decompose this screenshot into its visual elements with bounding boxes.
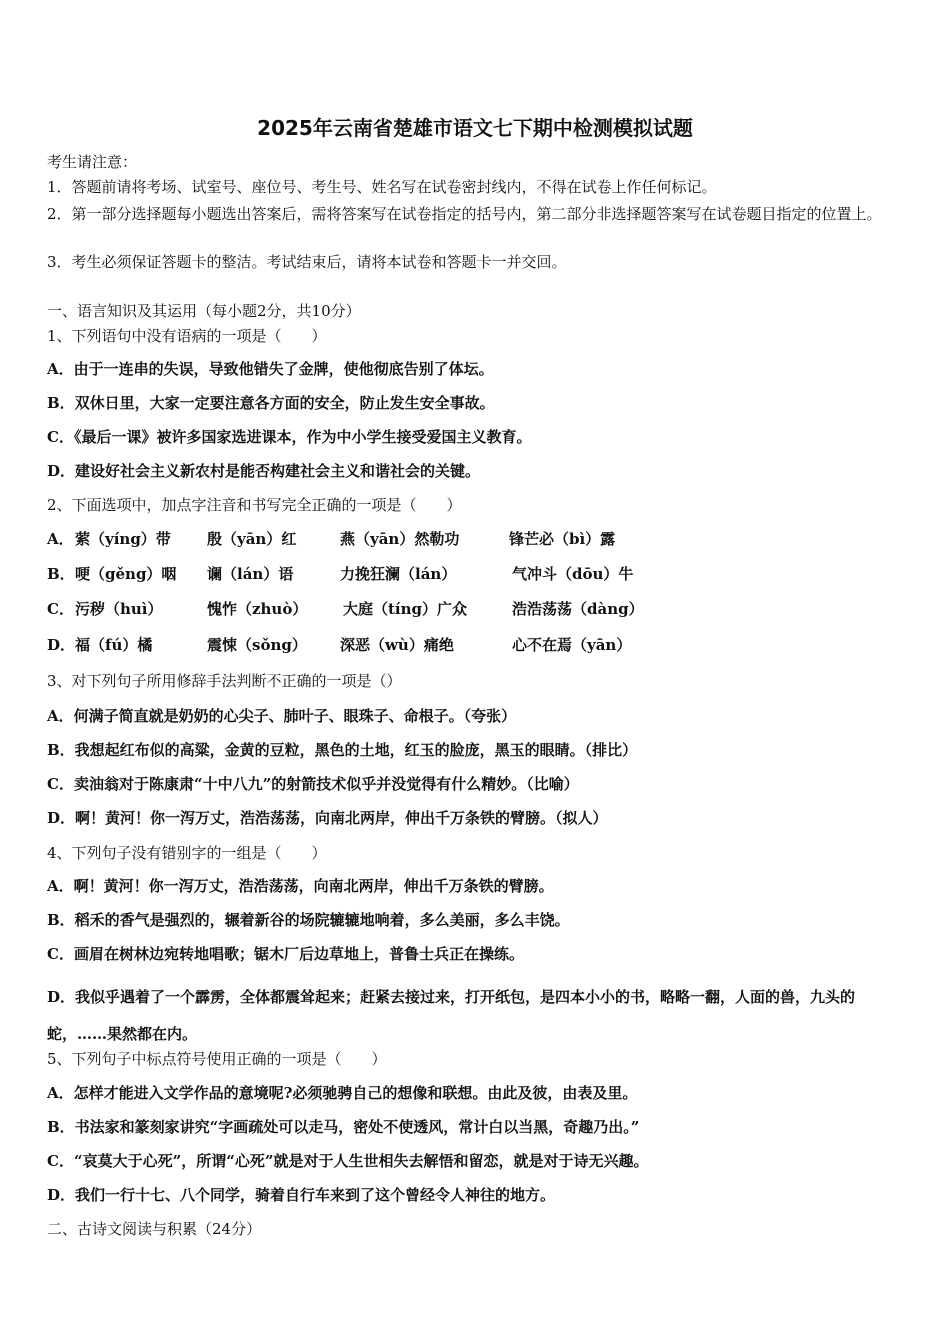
q3-option-b: B．我想起红布似的高粱，金黄的豆粒，黑色的土地，红玉的脸庞，黑玉的眼睛。（排比） bbox=[47, 741, 638, 759]
q2-row-label: C． bbox=[47, 600, 74, 618]
q2-cell: 锋芒必（bì）露 bbox=[509, 530, 616, 548]
q2-cell: 殷（yān）红 bbox=[207, 530, 297, 548]
q5-option-c: C．“哀莫大于心死”，所谓“心死”就是对于人生世相失去解悟和留恋，就是对于诗无兴趣。 bbox=[47, 1152, 649, 1170]
section-2-heading: 二、古诗文阅读与积累（24分） bbox=[47, 1220, 262, 1238]
q2-row-label: B． bbox=[47, 565, 75, 583]
q2-cell: 污秽（huì） bbox=[75, 600, 163, 618]
notice-item-3: 3．考生必须保证答题卡的整洁。考试结束后，请将本试卷和答题卡一并交回。 bbox=[47, 253, 567, 271]
q2-cell: 心不在焉（yān） bbox=[512, 636, 632, 654]
q5-option-b: B．书法家和篆刻家讲究“字画疏处可以走马，密处不使透风，常计白以当黑，奇趣乃出。” bbox=[47, 1118, 640, 1136]
q2-cell: 力挽狂澜（lán） bbox=[340, 565, 457, 583]
q2-stem: 2、下面选项中，加点字注音和书写完全正确的一项是（ ） bbox=[47, 496, 462, 514]
page-title: 2025年云南省楚雄市语文七下期中检测模拟试题 bbox=[257, 116, 693, 140]
q3-option-d: D．啊！黄河！你一泻万丈，浩浩荡荡，向南北两岸，伸出千万条铁的臂膀。（拟人） bbox=[47, 809, 608, 827]
q5-option-a: A．怎样才能进入文学作品的意境呢?必须驰骋自己的想像和联想。由此及彼，由表及里。 bbox=[47, 1084, 638, 1102]
q1-stem: 1、下列语句中没有语病的一项是（ ） bbox=[47, 327, 327, 345]
q2-cell: 萦（yíng）带 bbox=[75, 530, 171, 548]
q4-option-b: B．稻禾的香气是强烈的，辗着新谷的场院辘辘地响着，多么美丽，多么丰饶。 bbox=[47, 911, 570, 929]
q2-cell: 深恶（wù）痛绝 bbox=[340, 636, 454, 654]
q2-cell: 燕（yān）然勒功 bbox=[340, 530, 460, 548]
q2-cell: 谰（lán）语 bbox=[207, 565, 294, 583]
q2-cell: 浩浩荡荡（dàng） bbox=[512, 600, 644, 618]
q2-row-label: A． bbox=[47, 530, 74, 548]
notice-item-2: 2．第一部分选择题每小题选出答案后，需将答案写在试卷指定的括号内，第二部分非选择题答案写在试卷题目指定的位置上。 bbox=[47, 205, 882, 223]
q1-option-c: C．《最后一课》被许多国家选进课本，作为中小学生接受爱国主义教育。 bbox=[47, 428, 532, 446]
q2-cell: 哽（gěng）咽 bbox=[75, 565, 177, 583]
q5-stem: 5、下列句子中标点符号使用正确的一项是（ ） bbox=[47, 1050, 387, 1068]
q4-stem: 4、下列句子没有错别字的一组是（ ） bbox=[47, 844, 327, 862]
q2-cell: 福（fú）橘 bbox=[75, 636, 153, 654]
notice-item-1: 1．答题前请将考场、试室号、座位号、考生号、姓名写在试卷密封线内，不得在试卷上作任何标记。 bbox=[47, 178, 717, 196]
q4-option-d: D．我似乎遇着了一个霹雳，全体都震耸起来；赶紧去接过来，打开纸包，是四本小小的书，略略一翻，人面的兽，九头的蛇，……果然都在内。 bbox=[47, 988, 856, 1043]
notice-heading: 考生请注意： bbox=[47, 153, 138, 171]
q2-cell: 气冲斗（dōu）牛 bbox=[512, 565, 634, 583]
q1-option-a: A．由于一连串的失误，导致他错失了金牌，使他彻底告别了体坛。 bbox=[47, 360, 494, 378]
q1-option-d: D．建设好社会主义新农村是能否构建社会主义和谐社会的关键。 bbox=[47, 462, 481, 480]
q2-cell: 震悚（sǒng） bbox=[207, 636, 307, 654]
q1-option-b: B．双休日里，大家一定要注意各方面的安全，防止发生安全事故。 bbox=[47, 394, 495, 412]
q4-option-a: A．啊！黄河！你一泻万丈，浩浩荡荡，向南北两岸，伸出千万条铁的臂膀。 bbox=[47, 877, 554, 895]
q4-option-c: C．画眉在树林边宛转地唱歌；锯木厂后边草地上，普鲁士兵正在操练。 bbox=[47, 945, 524, 963]
q2-cell: 大庭（tíng）广众 bbox=[343, 600, 468, 618]
q2-row-label: D． bbox=[47, 636, 76, 654]
section-1-heading: 一、语言知识及其运用（每小题2分，共10分） bbox=[47, 302, 361, 320]
q5-option-d: D．我们一行十七、八个同学，骑着自行车来到了这个曾经令人神往的地方。 bbox=[47, 1186, 556, 1204]
q3-stem: 3、对下列句子所用修辞手法判断不正确的一项是（） bbox=[47, 672, 402, 690]
q3-option-a: A．何满子简直就是奶奶的心尖子、肺叶子、眼珠子、命根子。（夸张） bbox=[47, 707, 517, 725]
q3-option-c: C．卖油翁对于陈康肃“十中八九”的射箭技术似乎并没觉得有什么精妙。（比喻） bbox=[47, 775, 579, 793]
q2-cell: 愧怍（zhuò） bbox=[207, 600, 308, 618]
